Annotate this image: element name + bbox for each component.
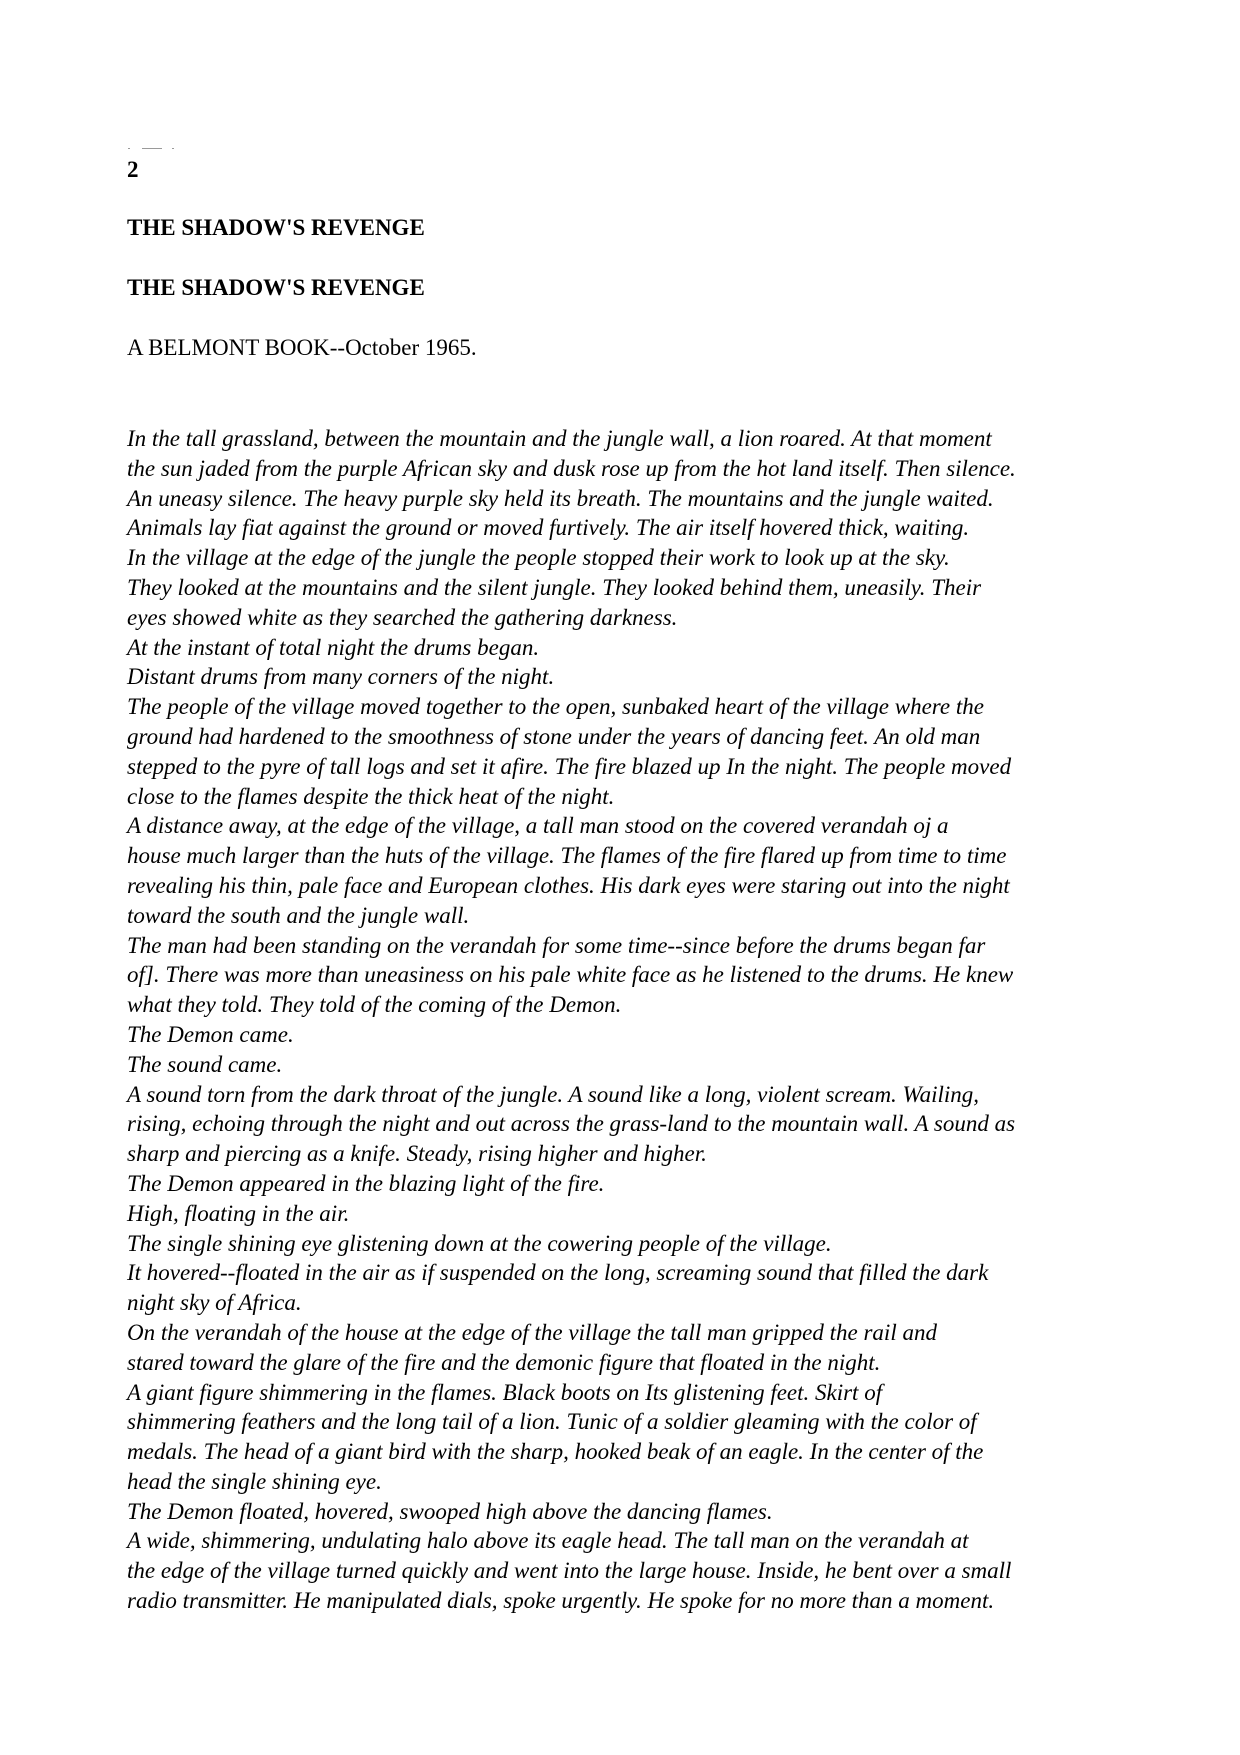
- story-line: The Demon came.: [127, 1021, 294, 1047]
- story-line: An uneasy silence. The heavy purple sky held its breath. The mountains and the jungle waited.: [127, 485, 994, 511]
- story-line: The Demon appeared in the blazing light of the fire.: [127, 1170, 605, 1196]
- story-line: shimmering feathers and the long tail of a lion. Tunic of a soldier gleaming with the color of: [127, 1409, 977, 1435]
- story-line: They looked at the mountains and the silent jungle. They looked behind them, uneasily. Their: [127, 574, 982, 600]
- story-line: the edge of the village turned quickly and went into the large house. Inside, he bent over a small: [127, 1558, 1012, 1584]
- story-line: sharp and piercing as a knife. Steady, rising higher and higher.: [127, 1141, 707, 1167]
- story-line: In the village at the edge of the jungle the people stopped their work to look up at the sky.: [127, 545, 950, 571]
- story-line: A sound torn from the dark throat of the jungle. A sound like a long, violent scream. Wailing,: [127, 1081, 980, 1107]
- story-line: A giant figure shimmering in the flames. Black boots on Its glistening feet. Skirt of: [127, 1379, 883, 1405]
- page-number: 2: [127, 157, 139, 182]
- story-line: rising, echoing through the night and out across the grass-land to the mountain wall. A sound as: [127, 1111, 1016, 1137]
- story-line: stared toward the glare of the fire and the demonic figure that floated in the night.: [127, 1349, 881, 1375]
- story-line: eyes showed white as they searched the gathering darkness.: [127, 604, 678, 630]
- scan-artifact-mark: [128, 146, 180, 152]
- story-line: The people of the village moved together to the open, sunbaked heart of the village where the: [127, 694, 984, 720]
- story-line: night sky of Africa.: [127, 1290, 302, 1316]
- story-line: A wide, shimmering, undulating halo above its eagle head. The tall man on the verandah at: [127, 1528, 969, 1554]
- story-line: stepped to the pyre of tall logs and set it afire. The fire blazed up In the night. The people moved: [127, 753, 1012, 779]
- story-line: of]. There was more than uneasiness on his pale white face as he listened to the drums. He knew: [127, 962, 1014, 988]
- story-line: medals. The head of a giant bird with the sharp, hooked beak of an eagle. In the center of the: [127, 1439, 984, 1465]
- book-title-heading-repeat: THE SHADOW'S REVENGE: [127, 275, 425, 300]
- story-line: At the instant of total night the drums began.: [127, 634, 540, 660]
- story-line: the sun jaded from the purple African sky and dusk rose up from the hot land itself. Then silence.: [127, 455, 1016, 481]
- story-line: head the single shining eye.: [127, 1468, 382, 1494]
- story-line: ground had hardened to the smoothness of stone under the years of dancing feet. An old man: [127, 723, 981, 749]
- story-text: [127, 424, 1127, 1616]
- story-line: Distant drums from many corners of the night.: [127, 664, 555, 690]
- story-line: close to the flames despite the thick heat of the night.: [127, 783, 615, 809]
- story-line: revealing his thin, pale face and European clothes. His dark eyes were staring out into the night: [127, 872, 1010, 898]
- story-line: what they told. They told of the coming of the Demon.: [127, 992, 622, 1018]
- story-line: The Demon floated, hovered, swooped high above the dancing flames.: [127, 1498, 773, 1524]
- story-line: The sound came.: [127, 1051, 283, 1077]
- story-line: On the verandah of the house at the edge of the village the tall man gripped the rail and: [127, 1319, 937, 1345]
- story-line: Animals lay fiat against the ground or moved furtively. The air itself hovered thick, waiting.: [127, 515, 970, 541]
- publisher-line: A BELMONT BOOK--October 1965.: [127, 335, 477, 360]
- story-line: toward the south and the jungle wall.: [127, 902, 470, 928]
- story-line: The man had been standing on the verandah for some time--since before the drums began far: [127, 932, 986, 958]
- story-line: High, floating in the air.: [127, 1200, 350, 1226]
- story-line: The single shining eye glistening down at the cowering people of the village.: [127, 1230, 832, 1256]
- story-line: radio transmitter. He manipulated dials, spoke urgently. He spoke for no more than a moment.: [127, 1588, 995, 1614]
- story-line: In the tall grassland, between the mountain and the jungle wall, a lion roared. At that moment: [127, 426, 992, 451]
- book-title-heading: THE SHADOW'S REVENGE: [127, 215, 425, 240]
- story-line: house much larger than the huts of the village. The flames of the fire flared up from time to time: [127, 843, 1007, 869]
- story-line: A distance away, at the edge of the village, a tall man stood on the covered verandah oj a: [127, 813, 949, 839]
- story-line: It hovered--floated in the air as if suspended on the long, screaming sound that filled the dark: [127, 1260, 989, 1286]
